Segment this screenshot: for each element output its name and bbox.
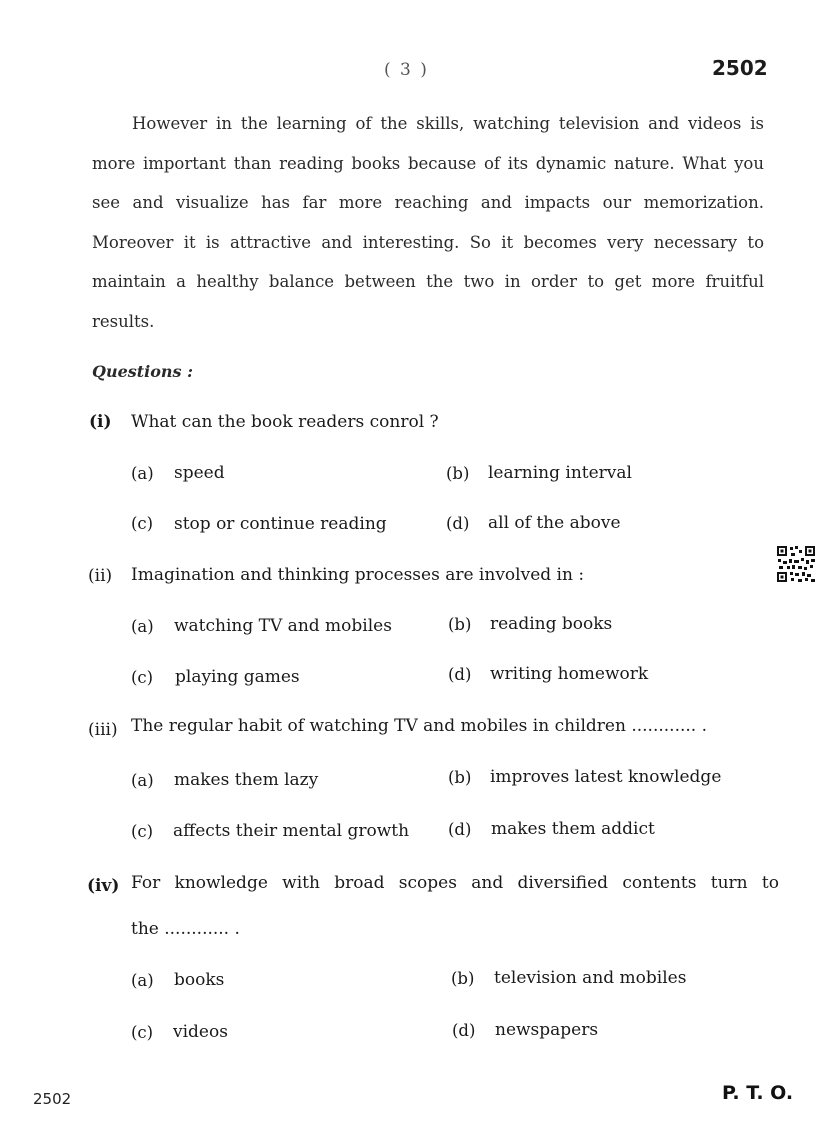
option-text: videos (173, 1022, 228, 1042)
option-label: (c) (131, 668, 154, 687)
pto-label: P. T. O. (722, 1082, 794, 1104)
question-text: Imagination and thinking processes are involved in : (131, 565, 585, 585)
option-label: (d) (446, 514, 470, 533)
option-label: (a) (131, 971, 154, 990)
paper-code-top: 2502 (712, 56, 768, 80)
qr-code-icon (777, 546, 815, 582)
option-label: (d) (448, 665, 472, 684)
paper-code-bottom: 2502 (33, 1090, 72, 1108)
question-text: For knowledge with broad scopes and diversified contents turn to (131, 873, 779, 893)
option-label: (c) (131, 822, 154, 841)
question-number: (i) (89, 412, 112, 432)
option-text: improves latest knowledge (490, 767, 722, 787)
option-text: learning interval (488, 463, 632, 483)
question-number: (iv) (87, 876, 120, 896)
option-label: (c) (131, 1023, 154, 1042)
option-text: stop or continue reading (174, 514, 387, 534)
option-text: writing homework (490, 664, 649, 684)
question-number: (ii) (88, 566, 113, 586)
option-text: playing games (175, 667, 300, 687)
option-text: newspapers (495, 1020, 599, 1040)
page-number: ( 3 ) (384, 60, 429, 80)
option-label: (a) (131, 771, 154, 790)
passage-paragraph: However in the learning of the skills, watching television and videos is more important than reading books because of its dynamic nature. What you see and visualize has far more reaching and impacts our memorization. Moreover it is attractive and interesting. So it becomes very necessary to maintain a healthy balance between the two in order to get more fruitful results. (92, 114, 764, 331)
questions-heading: Questions : (92, 362, 194, 381)
option-label: (b) (448, 768, 472, 787)
option-label: (d) (448, 820, 472, 839)
option-label: (c) (131, 514, 154, 533)
option-text: makes them addict (491, 819, 655, 839)
question-text-continued: the ............ . (131, 919, 240, 939)
option-label: (b) (448, 615, 472, 634)
option-text: affects their mental growth (173, 821, 410, 841)
option-text: watching TV and mobiles (174, 616, 392, 636)
option-text: makes them lazy (174, 770, 319, 790)
question-text: The regular habit of watching TV and mobiles in children ............ . (131, 716, 707, 736)
option-label: (b) (451, 969, 475, 988)
option-label: (a) (131, 464, 154, 483)
question-text: What can the book readers conrol ? (131, 412, 439, 432)
option-text: speed (174, 463, 225, 483)
option-label: (a) (131, 617, 154, 636)
option-text: books (174, 970, 225, 990)
option-label: (b) (446, 464, 470, 483)
question-number: (iii) (88, 720, 118, 740)
option-text: all of the above (488, 513, 621, 533)
option-label: (d) (452, 1021, 476, 1040)
option-text: television and mobiles (494, 968, 687, 988)
option-text: reading books (490, 614, 613, 634)
